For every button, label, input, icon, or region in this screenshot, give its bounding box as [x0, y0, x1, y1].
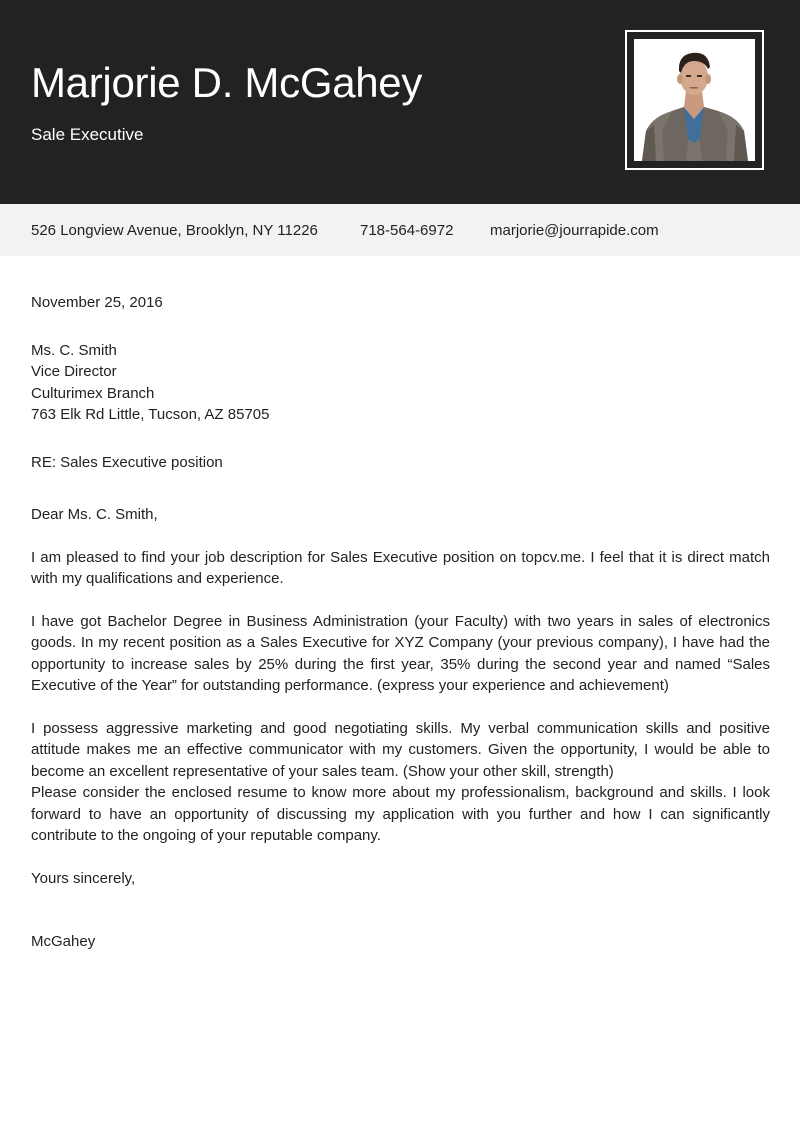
- contact-bar: [0, 204, 800, 256]
- portrait-icon: [634, 39, 755, 161]
- letter-closing: Yours sincerely,: [31, 869, 136, 887]
- paragraph-closing-request: Please consider the enclosed resume to know more about my professionalism, background and skills. I look forward to have an opportunity of discussing my application with you further and how I can significantly contribute to the ongoing of your reputable company.: [31, 784, 770, 844]
- letter-body: [31, 292, 770, 953]
- letter-date: November 25, 2016: [31, 294, 163, 311]
- letter-salutation: Dear Ms. C. Smith,: [31, 506, 158, 523]
- paragraph-skills: I possess aggressive marketing and good negotiating skills. My verbal communication skills and positive attitude makes me an effective communicator with my customers. Given the opportunity, I would be able to become an excellent representative of your sales team. (Show your other skill, strength): [31, 719, 770, 780]
- recipient-name: Ms. C. Smith: [31, 341, 117, 359]
- recipient-address: 763 Elk Rd Little, Tucson, AZ 85705: [31, 406, 270, 423]
- letter-subject: RE: Sales Executive position: [31, 453, 223, 471]
- job-title: Sale Executive: [31, 125, 144, 144]
- recipient-block: [31, 340, 770, 426]
- letter-signature: McGahey: [31, 933, 96, 950]
- paragraph-intro: I am pleased to find your job description for Sales Executive position on topcv.me. I feel that it is direct match with my qualifications and experience.: [31, 548, 770, 587]
- contact-phone: 718-564-6972: [360, 222, 454, 239]
- applicant-name: Marjorie D. McGahey: [31, 59, 423, 106]
- contact-address: 526 Longview Avenue, Brooklyn, NY 11226: [31, 222, 318, 239]
- contact-email: marjorie@jourrapide.com: [490, 222, 659, 239]
- paragraph-experience: I have got Bachelor Degree in Business Administration (your Faculty) with two years in sales of electronics goods. In my recent position as a Sales Executive for XYZ Company (your previous company), I have had the opportunity to increase sales by 25% during the first year, 35% during the second year and named “Sales Executive of the Year” for outstanding performance. (express your experience and achievement): [31, 612, 770, 694]
- recipient-title: Vice Director: [31, 363, 117, 380]
- header: [0, 0, 800, 204]
- profile-photo: [634, 39, 755, 161]
- recipient-company: Culturimex Branch: [31, 384, 155, 402]
- profile-photo-frame: [625, 30, 764, 170]
